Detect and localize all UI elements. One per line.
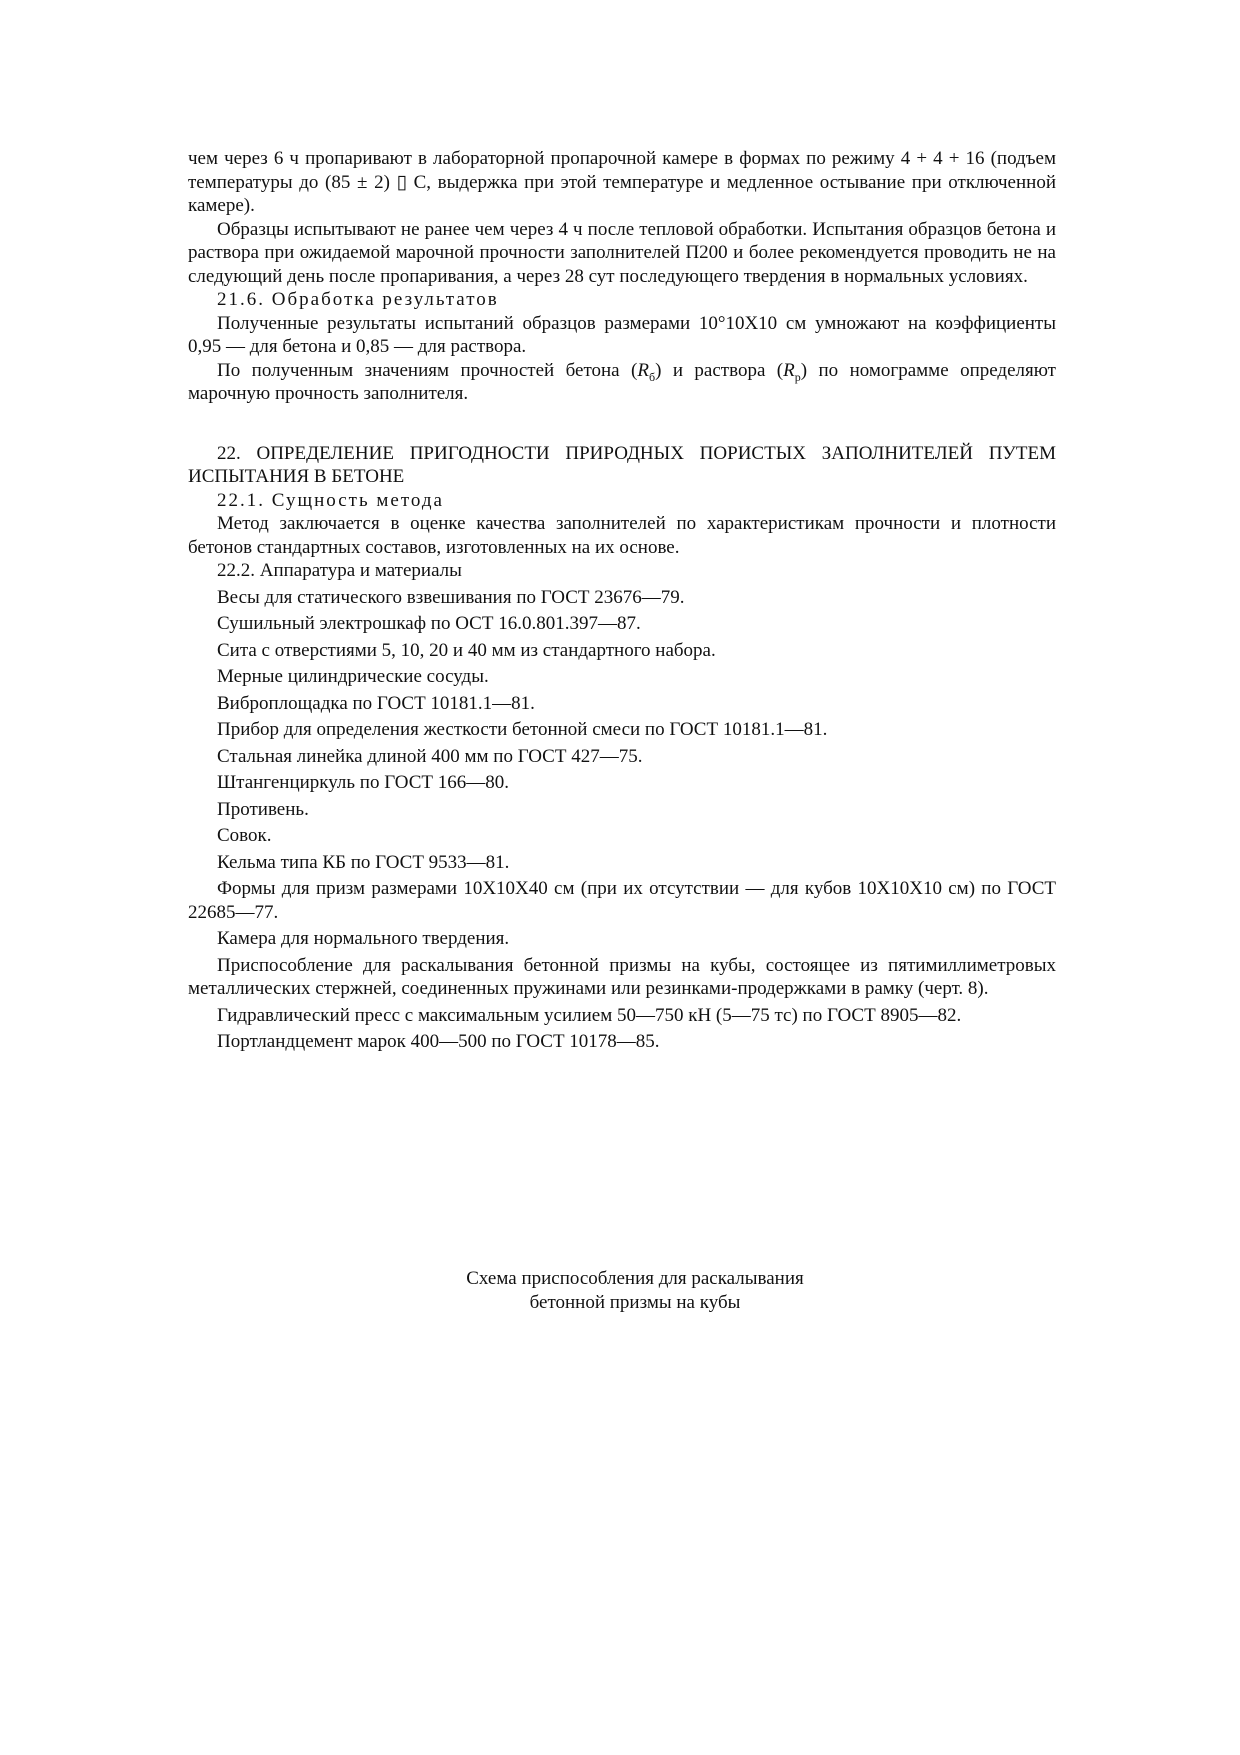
heading-22-2: 22.2. Аппаратура и материалы	[217, 560, 462, 581]
paragraph-splitting-device: Приспособление для раскалывания бетонной призмы на кубы, состоящее из пятимиллиметровых металлических стержней, соединенных пружинами или резинками-продержками в рамку (черт. 8).	[188, 954, 1056, 999]
paragraph-coefficients: Полученные результаты испытаний образцов размерами 10°10Х10 см умножают на коэффициенты 0,95 — для бетона и 0,85 — для раствора.	[188, 312, 1056, 357]
list-item: Сита с отверстиями 5, 10, 20 и 40 мм из стандартного набора.	[217, 639, 716, 661]
paragraph-testing-time: Образцы испытывают не ранее чем через 4 ч после тепловой обработки. Испытания образцов бетона и раствора при ожидаемой марочной прочности заполнителей П200 и более рекомендуется проводить не на следующий день после пропаривания, а через 28 сут последующего твердения в нормальных условиях.	[188, 218, 1056, 287]
list-item: Виброплощадка по ГОСТ 10181.1—81.	[217, 692, 535, 714]
document-body	[188, 147, 1056, 1054]
heading-21-6: 21.6. Обработка результатов	[217, 289, 499, 310]
list-item: Сушильный электрошкаф по ОСТ 16.0.801.397—87.	[217, 613, 641, 634]
list-item: Прибор для определения жесткости бетонной смеси по ГОСТ 10181.1—81.	[217, 719, 828, 740]
list-item: Весы для статического взвешивания по ГОСТ 23676—79.	[217, 586, 685, 608]
heading-22-1: 22.1. Сущность метода	[217, 489, 444, 511]
paragraph-method-essence: Метод заключается в оценке качества заполнителей по характеристикам прочности и плотности бетонов стандартных составов, изготовленных на их основе.	[188, 513, 1056, 558]
paragraph-nomogram: По полученным значениям прочностей бетона $(R_б)$ и раствора $(R_р)$ по номограмме определяют марочную прочность заполнителя.	[188, 359, 1056, 404]
list-item: Противень.	[217, 798, 309, 820]
list-item: Мерные цилиндрические сосуды.	[217, 666, 489, 687]
list-item: Совок.	[217, 825, 272, 846]
equipment-list	[188, 586, 1056, 875]
list-item: Кельма типа КБ по ГОСТ 9533—81.	[217, 851, 510, 873]
figure-caption	[15, 1267, 1240, 1314]
caption-line-1: Схема приспособления для раскалывания	[466, 1268, 804, 1289]
list-item-cement: Портландцемент марок 400—500 по ГОСТ 10178—85.	[217, 1031, 660, 1052]
paragraph-steaming-regime: чем через 6 ч пропаривают в лабораторной пропарочной камере в формах по режиму 4 + 4 + 16 (подъем температуры до (85 ± 2) ▯ С, выдержка при этой температуре и медленное остывание при отключенной камере).	[188, 148, 1056, 216]
list-item-chamber: Камера для нормального твердения.	[217, 928, 510, 949]
list-item: Стальная линейка длиной 400 мм по ГОСТ 427—75.	[217, 745, 643, 767]
caption-line-2: бетонной призмы на кубы	[529, 1291, 741, 1313]
list-item: Штангенциркуль по ГОСТ 166—80.	[217, 772, 509, 793]
paragraph-forms: Формы для призм размерами 10Х10Х40 см (при их отсутствии — для кубов 10Х10Х10 см) по ГОСТ 22685—77.	[188, 878, 1056, 923]
section-22-title: 22. ОПРЕДЕЛЕНИЕ ПРИГОДНОСТИ ПРИРОДНЫХ ПОРИСТЫХ ЗАПОЛНИТЕЛЕЙ ПУТЕМ ИСПЫТАНИЯ В БЕТОНЕ	[188, 442, 1056, 487]
list-item-press: Гидравлический пресс с максимальным усилием 50—750 кН (5—75 тс) по ГОСТ 8905—82.	[217, 1004, 962, 1026]
